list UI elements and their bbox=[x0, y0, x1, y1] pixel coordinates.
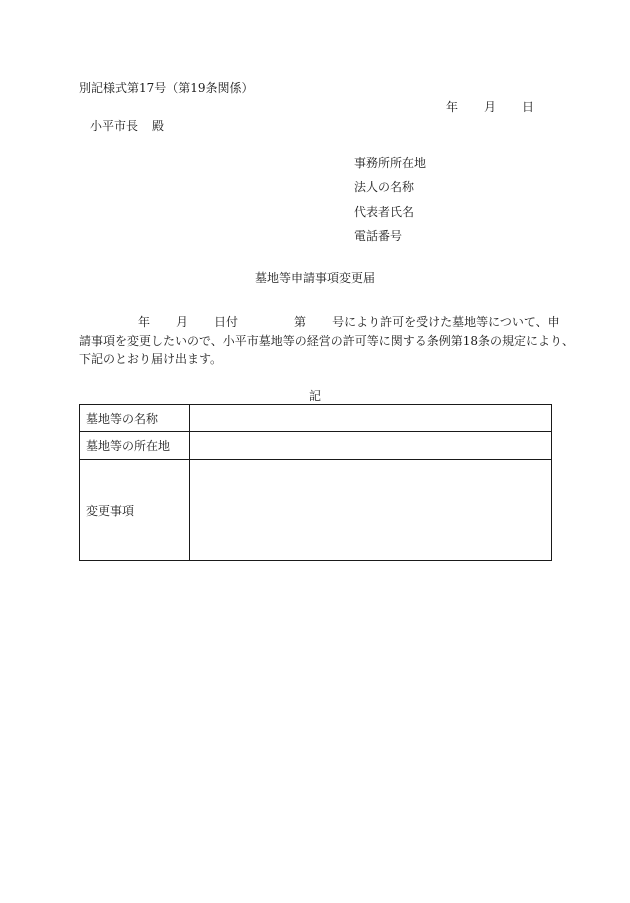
addressee bbox=[90, 120, 164, 132]
detail-table bbox=[79, 404, 552, 561]
addressee-name: 小平市長 bbox=[90, 119, 139, 133]
change-items-label: 変更事項 bbox=[80, 460, 190, 561]
body-line-2: 請事項を変更したいので、小平市墓地等の経営の許可等に関する条例第18条の規定により、 bbox=[79, 334, 575, 348]
cemetery-location-label: 墓地等の所在地 bbox=[80, 432, 190, 460]
form-number: 別記様式第17号（第19条関係） bbox=[79, 81, 254, 95]
applicant-office-address-label: 事務所所在地 bbox=[354, 156, 427, 170]
addressee-honorific: 殿 bbox=[152, 119, 165, 133]
body-year-label: 年 bbox=[138, 315, 151, 329]
change-items-field[interactable] bbox=[190, 460, 552, 561]
table-row bbox=[80, 405, 552, 432]
table-row bbox=[80, 460, 552, 561]
date-line bbox=[446, 101, 534, 113]
date-month-label: 月 bbox=[484, 100, 497, 114]
body-line-1-text: 号により許可を受けた墓地等について、申 bbox=[332, 315, 560, 329]
cemetery-name-label: 墓地等の名称 bbox=[80, 405, 190, 432]
body-month-label: 月 bbox=[176, 315, 189, 329]
applicant-corporation-name-label: 法人の名称 bbox=[354, 180, 415, 194]
body-line-3: 下記のとおり届け出ます。 bbox=[79, 352, 223, 366]
applicant-representative-label: 代表者氏名 bbox=[354, 205, 415, 219]
cemetery-name-field[interactable] bbox=[190, 405, 552, 432]
document-title: 墓地等申請事項変更届 bbox=[254, 271, 375, 285]
applicant-phone-label: 電話番号 bbox=[354, 229, 403, 243]
body-date-suffix: 日付 bbox=[214, 315, 239, 329]
body-line-1 bbox=[79, 316, 560, 328]
ki-heading: 記 bbox=[308, 389, 321, 403]
cemetery-location-field[interactable] bbox=[190, 432, 552, 460]
date-day-label: 日 bbox=[522, 100, 535, 114]
body-number-prefix: 第 bbox=[294, 315, 307, 329]
table-row bbox=[80, 432, 552, 460]
date-year-label: 年 bbox=[446, 100, 459, 114]
